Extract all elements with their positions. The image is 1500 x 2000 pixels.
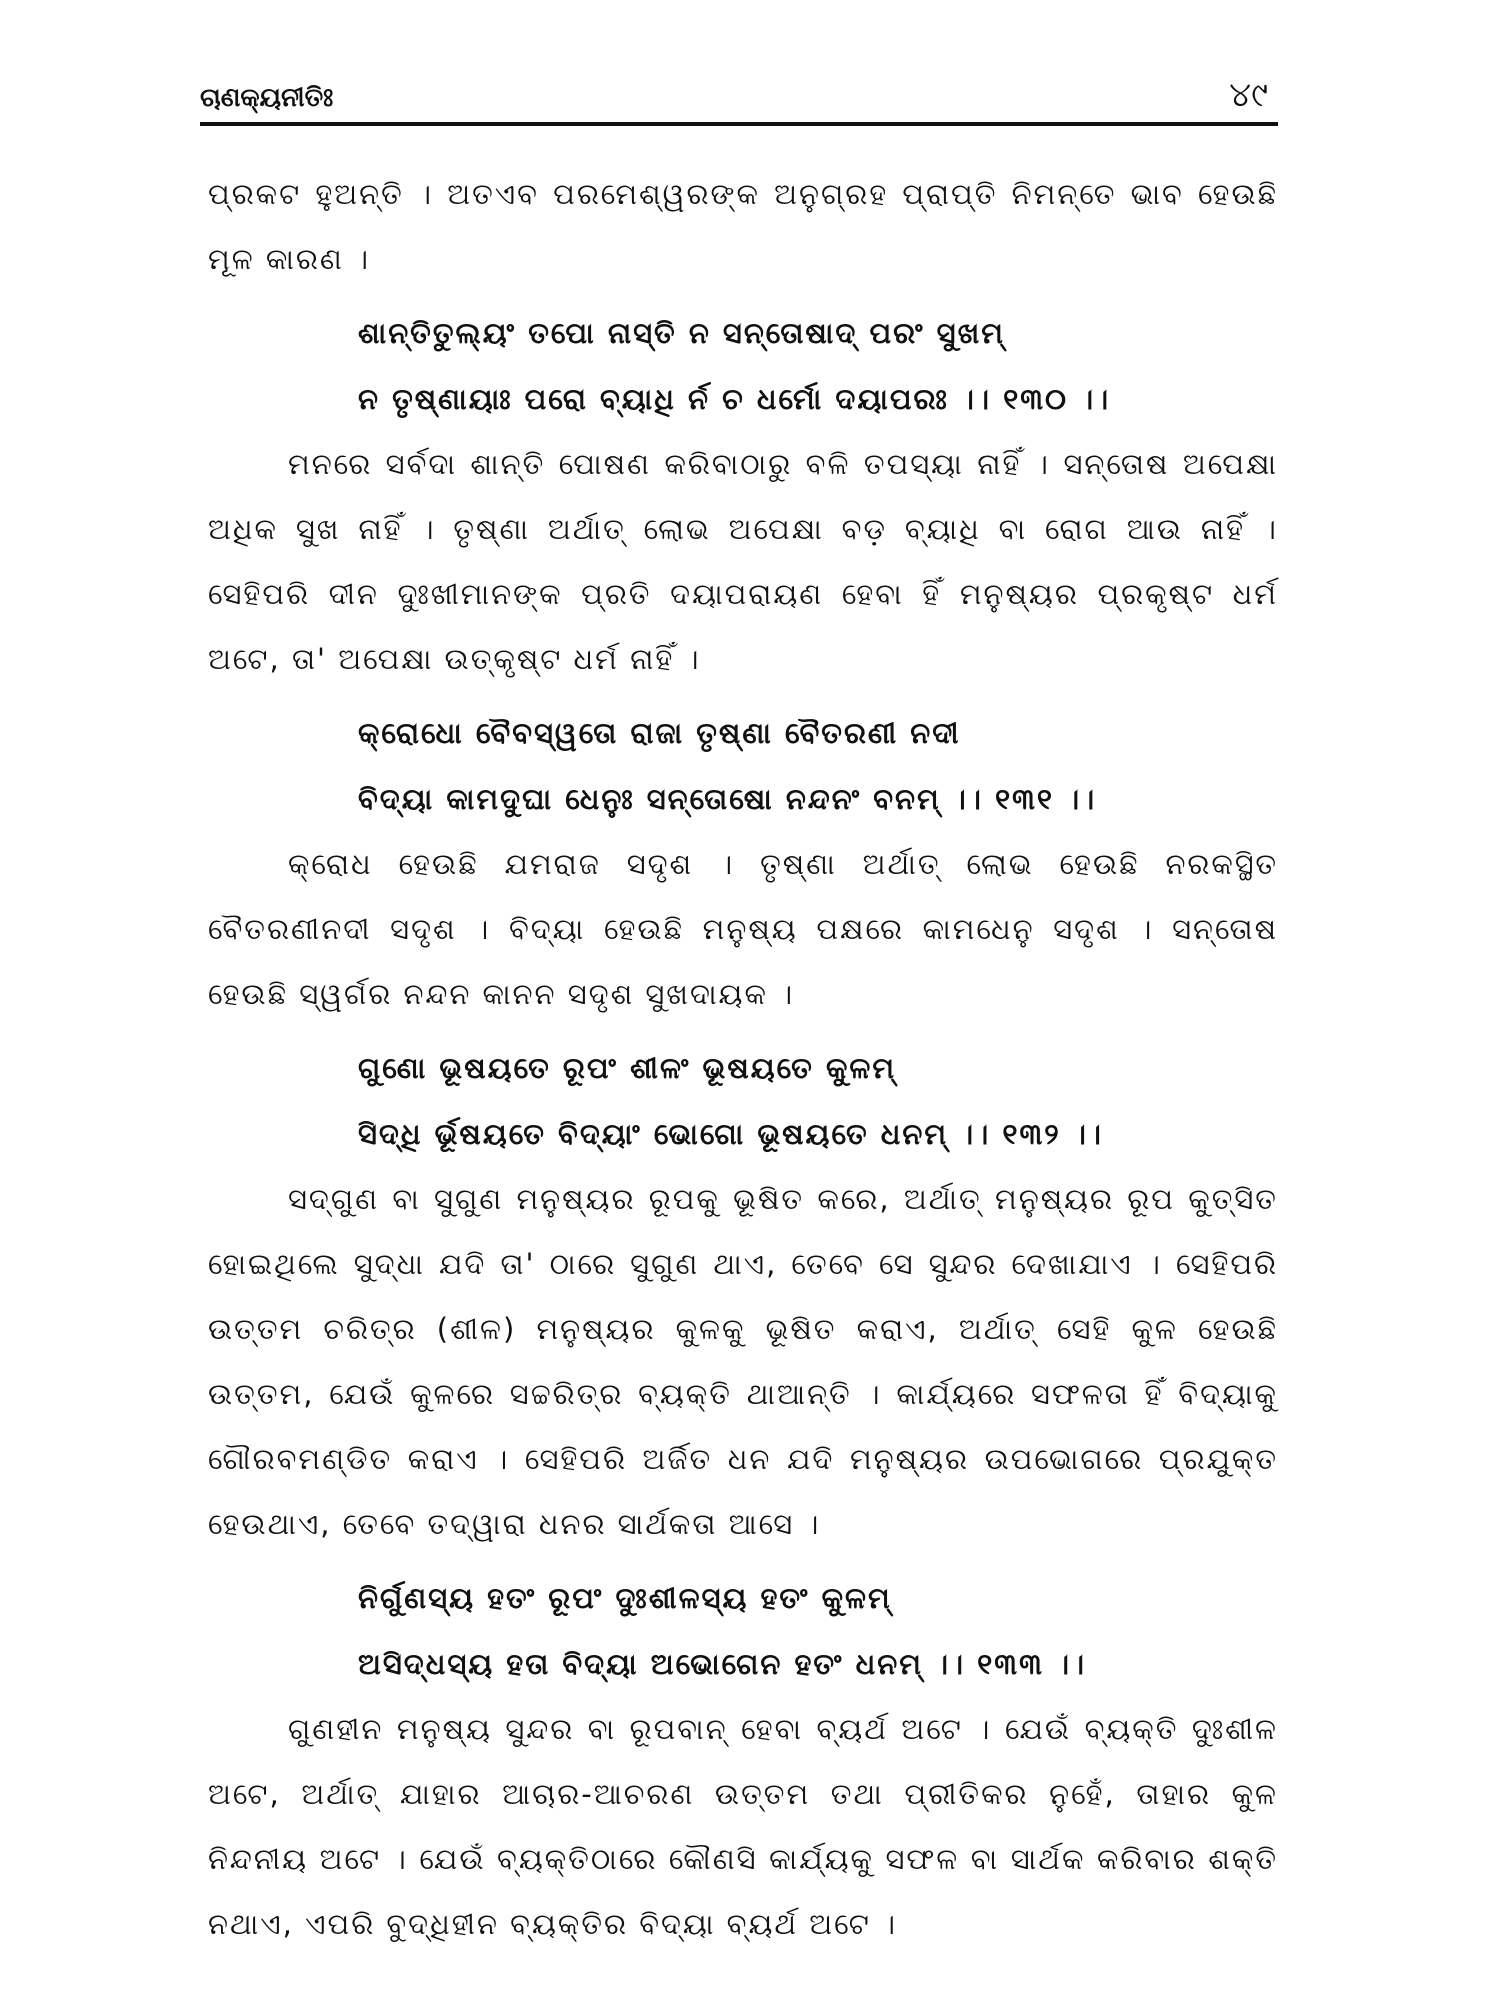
verse-line: କ୍ରୋଧୋ ବୈବସ୍ୱତୋ ରାଜା ତୃଷ୍ଣା ବୈତରଣୀ ନଦୀ: [358, 716, 961, 750]
verse-131: [208, 700, 1278, 832]
commentary-130: ମନରେ ସର୍ବଦା ଶାନ୍ତି ପୋଷଣ କରିବାଠାରୁ ବଳି ତପସ୍ୟା ନାହିଁ । ସନ୍ତୋଷ ଅପେକ୍ଷା ଅଧିକ ସୁଖ ନାହିଁ । ତୃଷ୍ଣା ଅର୍ଥାତ୍ ଲୋଭ ଅପେକ୍ଷା ବଡ଼ ବ୍ୟାଧି ବା ରୋଗ ଆଉ ନାହିଁ । ସେହିପରି ଦୀନ ଦୁଃଖୀମାନଙ୍କ ପ୍ରତି ଦୟାପରାୟଣ ହେବା ହିଁ ମନୁଷ୍ୟର ପ୍ରକୃଷ୍ଟ ଧର୍ମ ଅଟେ, ତା' ଅପେକ୍ଷା ଉତ୍କୃଷ୍ଟ ଧର୍ମ ନାହିଁ ।: [208, 447, 1278, 676]
verse-line: ସିଦ୍ଧି ର୍ଭୂଷୟତେ ବିଦ୍ୟାଂ ଭୋଗୋ ଭୂଷୟତେ ଧନମ୍ ।। ୧୩୨ ।।: [358, 1117, 1103, 1151]
verse-132: [208, 1035, 1278, 1167]
commentary-131: କ୍ରୋଧ ହେଉଛି ଯମରାଜ ସଦୃଶ । ତୃଷ୍ଣା ଅର୍ଥାତ୍ ଲୋଭ ହେଉଛି ନରକସ୍ଥିତ ବୈତରଣୀନଦୀ ସଦୃଶ । ବିଦ୍ୟା ହେଉଛି ମନୁଷ୍ୟ ପକ୍ଷରେ କାମଧେନୁ ସଦୃଶ । ସନ୍ତୋଷ ହେଉଛି ସ୍ୱର୍ଗର ନନ୍ଦନ କାନନ ସଦୃଶ ସୁଖଦାୟକ ।: [208, 847, 1278, 1011]
commentary-133: ଗୁଣହୀନ ମନୁଷ୍ୟ ସୁନ୍ଦର ବା ରୂପବାନ୍ ହେବା ବ୍ୟର୍ଥ ଅଟେ । ଯେଉଁ ବ୍ୟକ୍ତି ଦୁଃଶୀଳ ଅଟେ, ଅର୍ଥାତ୍ ଯାହାର ଆଚାର-ଆଚରଣ ଉତ୍ତମ ତଥା ପ୍ରୀତିକର ନୁହେଁ, ତାହାର କୁଳ ନିନ୍ଦନୀୟ ଅଟେ । ଯେଉଁ ବ୍ୟକ୍ତିଠାରେ କୌଣସି କାର୍ଯ୍ୟକୁ ସଫଳ ବା ସାର୍ଥକ କରିବାର ଶକ୍ତି ନଥାଏ, ଏପରି ବୁଦ୍ଧିହୀନ ବ୍ୟକ୍ତିର ବିଦ୍ୟା ବ୍ୟର୍ଥ ଅଟେ ।: [208, 1712, 1278, 1941]
verse-133: [208, 1565, 1278, 1697]
commentary-132: ସଦ୍‌ଗୁଣ ବା ସୁଗୁଣ ମନୁଷ୍ୟର ରୂପକୁ ଭୂଷିତ କରେ, ଅର୍ଥାତ୍ ମନୁଷ୍ୟର ରୂପ କୁତ୍ସିତ ହୋଇଥିଲେ ସୁଦ୍ଧା ଯଦି ତା' ଠାରେ ସୁଗୁଣ ଥାଏ, ତେବେ ସେ ସୁନ୍ଦର ଦେଖାଯାଏ । ସେହିପରି ଉତ୍ତମ ଚରିତ୍ର (ଶୀଳ) ମନୁଷ୍ୟର କୁଳକୁ ଭୂଷିତ କରାଏ, ଅର୍ଥାତ୍ ସେହି କୁଳ ହେଉଛି ଉତ୍ତମ, ଯେଉଁ କୁଳରେ ସଚ୍ଚରିତ୍ର ବ୍ୟକ୍ତି ଥାଆନ୍ତି । କାର୍ଯ୍ୟରେ ସଫଳତା ହିଁ ବିଦ୍ୟାକୁ ଗୌରବମଣ୍ଡିତ କରାଏ । ସେହିପରି ଅର୍ଜିତ ଧନ ଯଦି ମନୁଷ୍ୟର ଉପଭୋଗରେ ପ୍ରଯୁକ୍ତ ହେଉଥାଏ, ତେବେ ତଦ୍ୱାରା ଧନର ସାର୍ଥକତା ଆସେ ।: [208, 1182, 1278, 1541]
verse-line: ନିର୍ଗୁଣସ୍ୟ ହତଂ ରୂପଂ ଦୁଃଶୀଳସ୍ୟ ହତଂ କୁଳମ୍: [358, 1581, 892, 1615]
verse-line: ଅସିଦ୍ଧସ୍ୟ ହତା ବିଦ୍ୟା ଅଭୋଗେନ ହତଂ ଧନମ୍ ।। ୧୩୩ ।।: [358, 1647, 1087, 1681]
running-title: ଚାଣକ୍ୟନୀତିଃ: [200, 83, 334, 113]
verse-line: ଶାନ୍ତିତୁଲ୍ୟଂ ତପୋ ନାସ୍ତି ନ ସନ୍ତୋଷାଦ୍ ପରଂ ସୁଖମ୍: [358, 316, 1005, 350]
page-body: [208, 162, 1278, 1957]
verse-line: ନ ତୃଷ୍ଣାୟାଃ ପରୋ ବ୍ୟାଧି ର୍ନ ଚ ଧର୍ମୋ ଦୟାପରଃ ।। ୧୩୦ ।।: [358, 382, 1111, 416]
header-rule: [200, 122, 1278, 126]
page-number: ୪୯: [1229, 75, 1268, 115]
verse-130: [208, 300, 1278, 432]
verse-line: ବିଦ୍ୟା କାମଦୁଘା ଧେନୁଃ ସନ୍ତୋଷୋ ନନ୍ଦନଂ ବନମ୍ ।। ୧୩୧ ।।: [358, 782, 1097, 816]
paragraph-continuation: ପ୍ରକଟ ହୁଅନ୍ତି । ଅତଏବ ପରମେଶ୍ୱରଙ୍କ ଅନୁଗ୍ରହ ପ୍ରାପ୍ତି ନିମନ୍ତେ ଭାବ ହେଉଛି ମୂଳ କାରଣ ।: [208, 177, 1278, 276]
running-head: [200, 75, 1278, 122]
verse-line: ଗୁଣୋ ଭୂଷୟତେ ରୂପଂ ଶୀଳଂ ଭୂଷୟତେ କୁଳମ୍: [358, 1051, 897, 1085]
